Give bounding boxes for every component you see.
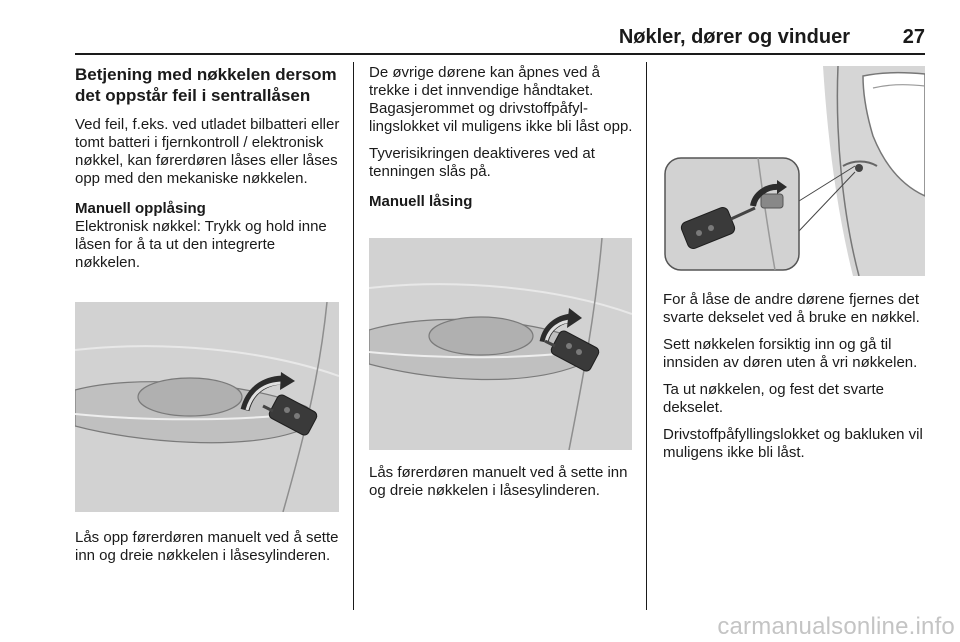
- caption-unlock: [75, 529, 343, 574]
- intro-paragraph: Ved feil, f.eks. ved utladet bilbatteri eller tomt batteri i fjernkontroll / elektronisk nøkkel, kan førerdøren låses eller låses opp med den mekaniske nøkkelen.: [75, 116, 340, 187]
- figure-door-handle-unlock: [75, 302, 339, 512]
- unlock-instructions: Elektronisk nøkkel: Trykk og hold inne låsen for å ta ut den integrerte nøkkelen.: [75, 218, 327, 271]
- watermark: carmanualsonline.info: [717, 613, 955, 640]
- column-2: [369, 64, 637, 211]
- column-3: [663, 291, 925, 471]
- column-1: [75, 64, 343, 281]
- figure-door-lock-cover: [663, 66, 925, 276]
- paragraph-insert-key: Sett nøkkelen forsiktig inn og gå til innsiden av døren uten å vri nøkkelen.: [663, 336, 918, 371]
- column-divider-1: [353, 62, 354, 610]
- page-number: 27: [902, 26, 925, 48]
- caption-lock: [369, 464, 637, 509]
- caption-lock-text: Lås førerdøren manuelt ved å sette inn og dreie nøkkelen i låsesylinderen.: [369, 464, 628, 499]
- paragraph-fuel-flap: Drivstoffpåfyllingslokket og bakluken vil muligens ikke bli låst.: [663, 426, 923, 461]
- page-header-title: Nøkler, dører og vinduer: [618, 26, 850, 48]
- section-heading: Betjening med nøkkelen dersom det oppstår feil i sentrallåsen: [75, 65, 337, 105]
- caption-unlock-text: Lås opp førerdøren manuelt ved å sette inn og dreie nøkkelen i låsesylinderen.: [75, 529, 339, 564]
- paragraph-refit-cover: Ta ut nøkkelen, og fest det svarte dekselet.: [663, 381, 884, 416]
- subheading-manual-lock: Manuell låsing: [369, 193, 473, 210]
- column-divider-2: [646, 62, 647, 610]
- subheading-manual-unlock: Manuell opplåsing: [75, 200, 206, 217]
- paragraph-other-doors: De øvrige dørene kan åpnes ved å trekke i det innvendige håndtaket. Bagasjerommet og drivstoffpåfyllingslokket vil muligens ikke bli låst opp.: [369, 64, 633, 135]
- paragraph-anti-theft: Tyverisikringen deaktiveres ved at tenningen slås på.: [369, 145, 595, 180]
- figure-door-handle-lock: [369, 238, 632, 450]
- paragraph-remove-cover: For å låse de andre dørene fjernes det svarte dekselet ved å bruke en nøkkel.: [663, 291, 920, 326]
- header-rule: [75, 53, 925, 55]
